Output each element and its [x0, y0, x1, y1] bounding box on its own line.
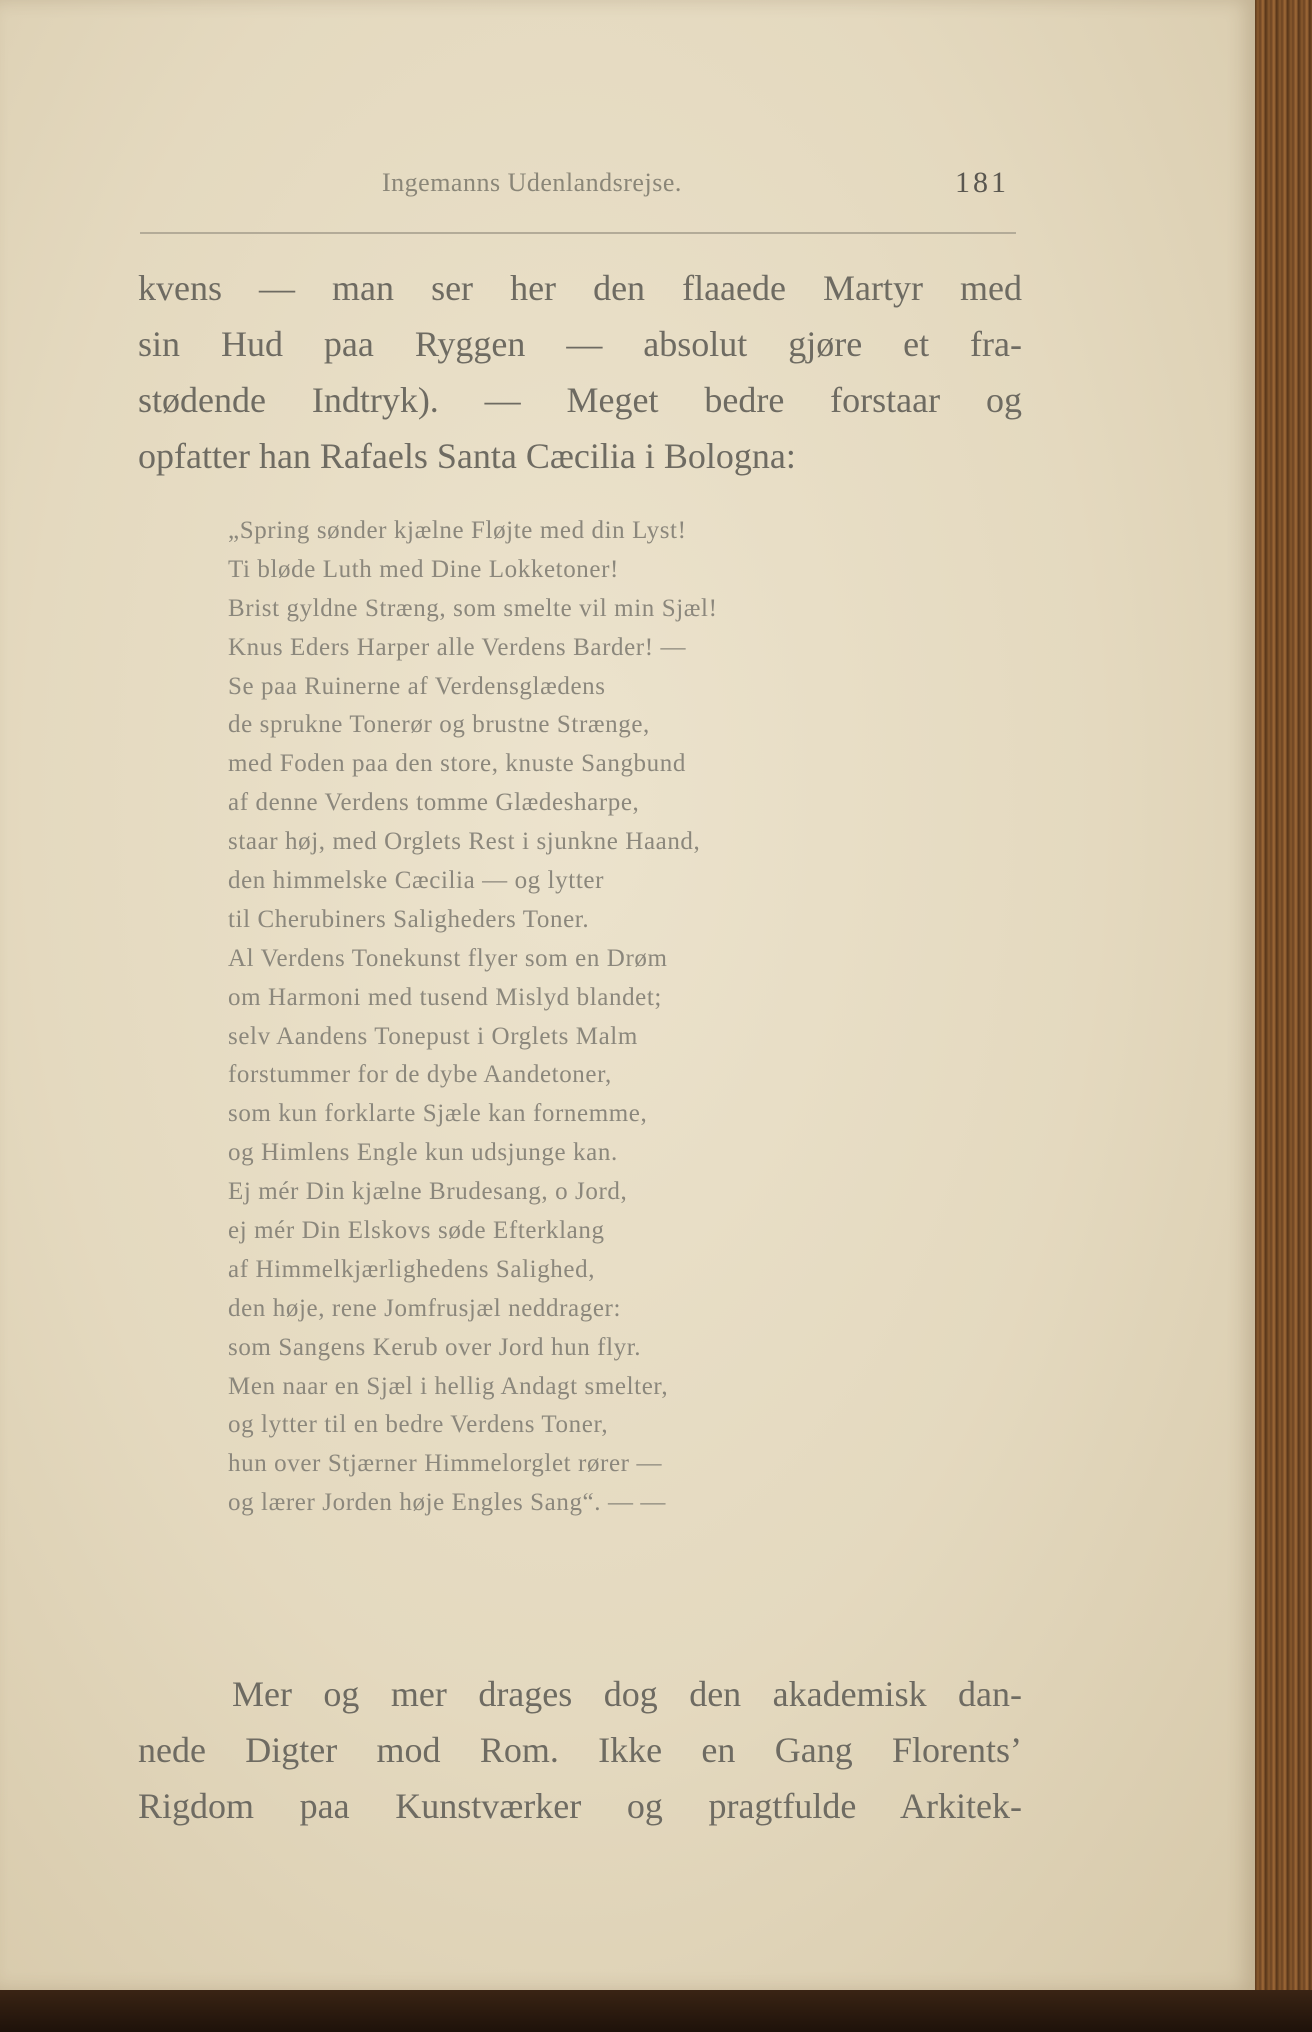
prose-line: sin Hud paa Ryggen — absolut gjøre et fra- — [138, 324, 1022, 364]
poem-line: til Cherubiners Saligheders Toner. — [228, 905, 590, 933]
prose-line: nede Digter mod Rom. Ikke en Gang Florents’ — [138, 1730, 1022, 1770]
running-title: Ingemanns Udenlandsrejse. — [382, 168, 682, 197]
prose-line: Mer og mer drages dog den akademisk dan- — [232, 1674, 1022, 1714]
prose-line: kvens — man ser her den flaaede Martyr med — [138, 268, 1022, 308]
poem-line: staar høj, med Orglets Rest i sjunkne Haand, — [228, 828, 701, 856]
header-rule — [140, 232, 1016, 234]
book-spine-edge — [1255, 0, 1312, 2032]
poem-line: Se paa Ruinerne af Verdensglædens — [228, 672, 606, 700]
prose-line: opfatter han Rafaels Santa Cæcilia i Bologna: — [138, 436, 796, 476]
poem-line: de sprukne Tonerør og brustne Strænge, — [228, 711, 650, 739]
poem-line: med Foden paa den store, knuste Sangbund — [228, 750, 686, 778]
poem-line: hun over Stjærner Himmelorglet rører — — [228, 1450, 663, 1478]
prose-paragraph-2 — [138, 1666, 1022, 1834]
poem-line: selv Aandens Tonepust i Orglets Malm — [228, 1022, 638, 1050]
poem-line: som Sangens Kerub over Jord hun flyr. — [228, 1333, 642, 1361]
poem-line: og Himlens Engle kun udsjunge kan. — [228, 1139, 618, 1167]
page-number: 181 — [955, 166, 1009, 199]
poem-line: Brist gyldne Stræng, som smelte vil min Sjæl! — [228, 594, 718, 622]
poem-line: af denne Verdens tomme Glædesharpe, — [228, 789, 640, 817]
poem-line: Ej mér Din kjælne Brudesang, o Jord, — [228, 1178, 628, 1206]
poem-line: og lærer Jorden høje Engles Sang“. — — — [228, 1489, 666, 1517]
poem-line: og lytter til en bedre Verdens Toner, — [228, 1411, 609, 1439]
poem-line: Men naar en Sjæl i hellig Andagt smelter, — [228, 1372, 669, 1400]
poem-line: Knus Eders Harper alle Verdens Barder! — — [228, 633, 687, 661]
poem-line: forstummer for de dybe Aandetoner, — [228, 1061, 612, 1089]
book-bottom-edge — [0, 1990, 1312, 2032]
prose-line: stødende Indtryk). — Meget bedre forstaar og — [138, 380, 1022, 420]
poem-line: den himmelske Cæcilia — og lytter — [228, 867, 604, 895]
poem-block — [228, 512, 718, 1523]
poem-line: Al Verdens Tonekunst flyer som en Drøm — [228, 944, 668, 972]
poem-line: den høje, rene Jomfrusjæl neddrager: — [228, 1294, 622, 1322]
prose-line: Rigdom paa Kunstværker og pragtfulde Arkitek- — [138, 1786, 1022, 1826]
poem-line: „Spring sønder kjælne Fløjte med din Lyst! — [228, 517, 687, 544]
poem-line: ej mér Din Elskovs søde Efterklang — [228, 1217, 605, 1245]
poem-line: Ti bløde Luth med Dine Lokketoner! — [228, 555, 619, 583]
poem-line: som kun forklarte Sjæle kan fornemme, — [228, 1100, 648, 1128]
poem-line: af Himmelkjærlighedens Salighed, — [228, 1255, 596, 1283]
prose-paragraph-1 — [138, 260, 1022, 484]
poem-line: om Harmoni med tusend Mislyd blandet; — [228, 983, 662, 1011]
